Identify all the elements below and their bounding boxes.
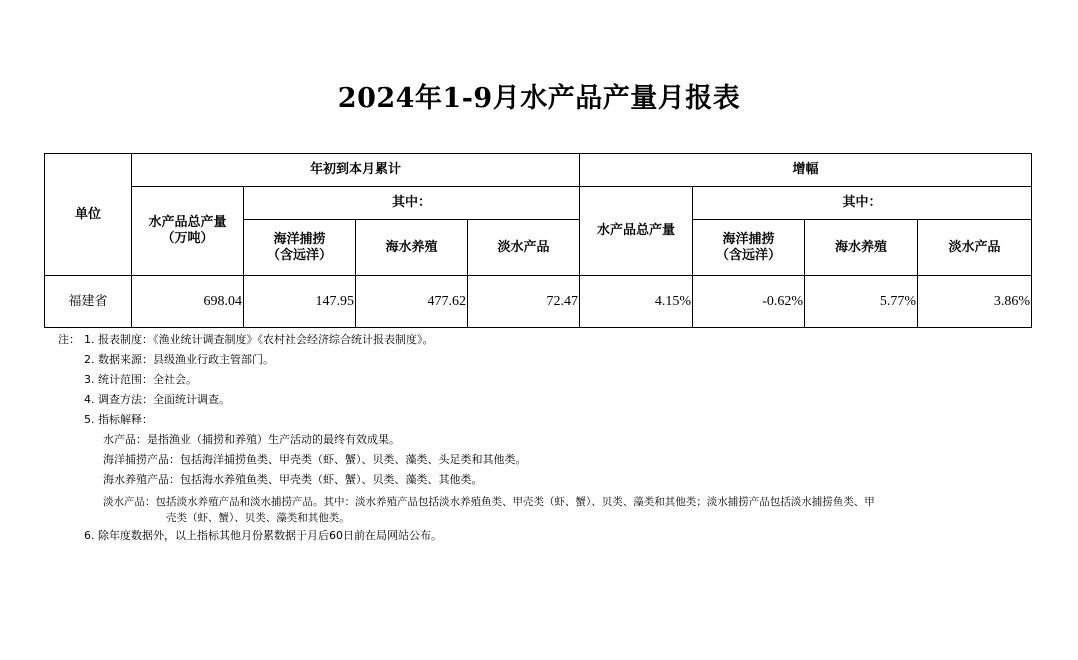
page-title: 2024年1-9月水产品产量月报表 [337, 83, 741, 114]
note-item-4: 4. 调查方法：全面统计调查。 [84, 393, 230, 406]
production-table [44, 153, 1032, 328]
def-marine-catch: 海洋捕捞产品：包括海洋捕捞鱼类、甲壳类（虾、蟹）、贝类、藻类、头足类和其他类。 [103, 453, 527, 466]
total-output-unit: （万吨） [161, 231, 214, 246]
growth-mariculture-header: 海水养殖 [805, 220, 918, 276]
total-output-header [132, 187, 244, 276]
freshwater-header: 淡水产品 [468, 220, 580, 276]
growth-mariculture-cell: 5.77% [805, 276, 918, 328]
growth-marine-catch-label: 海洋捕捞 [722, 231, 775, 247]
growth-freshwater-header: 淡水产品 [918, 220, 1032, 276]
def-aquatic: 水产品：是指渔业（捕捞和养殖）生产活动的最终有效成果。 [103, 433, 400, 446]
growth-marine-catch-header [693, 220, 805, 276]
mariculture-cell: 477.62 [356, 276, 468, 328]
note-item-5: 5. 指标解释： [84, 413, 153, 426]
growth-total-header: 水产品总产量 [580, 187, 693, 276]
unit-cell: 福建省 [45, 276, 132, 328]
cumulative-header: 年初到本月累计 [132, 154, 580, 187]
growth-of-which-header: 其中： [693, 187, 1032, 220]
table-row [45, 276, 1032, 328]
of-which-header: 其中： [244, 187, 580, 220]
growth-total-cell: 4.15% [580, 276, 693, 328]
unit-header: 单位 [45, 154, 132, 276]
note-item-1 [58, 330, 1038, 350]
note-item-6: 6. 除年度数据外，以上指标其他月份累数据于月后60日前在局网站公布。 [84, 529, 442, 542]
marine-catch-cell: 147.95 [244, 276, 356, 328]
def-freshwater: 淡水产品：包括淡水养殖产品和淡水捕捞产品。其中：淡水养殖产品包括淡水养殖鱼类、甲壳类（虾、蟹）、贝类、藻类和其他类；淡水捕捞产品包括淡水捕捞鱼类、甲 [103, 496, 875, 508]
def-freshwater-cont: 壳类（虾、蟹）、贝类、藻类和其他类。 [166, 512, 350, 524]
note-item-3: 3. 统计范围：全社会。 [84, 373, 197, 386]
total-output-cell: 698.04 [132, 276, 244, 328]
growth-marine-catch-note: （含远洋） [716, 247, 782, 263]
growth-marine-catch-cell: -0.62% [693, 276, 805, 328]
def-mariculture: 海水养殖产品：包括海水养殖鱼类、甲壳类（虾、蟹）、贝类、藻类、其他类。 [103, 473, 483, 486]
marine-catch-header [244, 220, 356, 276]
total-output-label: 水产品总产量 [148, 215, 227, 230]
mariculture-header: 海水养殖 [356, 220, 468, 276]
note-text-1: 1. 报表制度：《渔业统计调查制度》《农村社会经济综合统计报表制度》。 [84, 333, 434, 346]
notes-prefix: 注： [58, 333, 80, 346]
marine-catch-label: 海洋捕捞 [273, 231, 326, 247]
marine-catch-note: （含远洋） [266, 247, 332, 263]
growth-freshwater-cell: 3.86% [918, 276, 1032, 328]
note-item-2: 2. 数据来源：县级渔业行政主管部门。 [84, 353, 274, 366]
growth-header: 增幅 [580, 154, 1032, 187]
notes-section [58, 330, 1038, 546]
freshwater-cell: 72.47 [468, 276, 580, 328]
